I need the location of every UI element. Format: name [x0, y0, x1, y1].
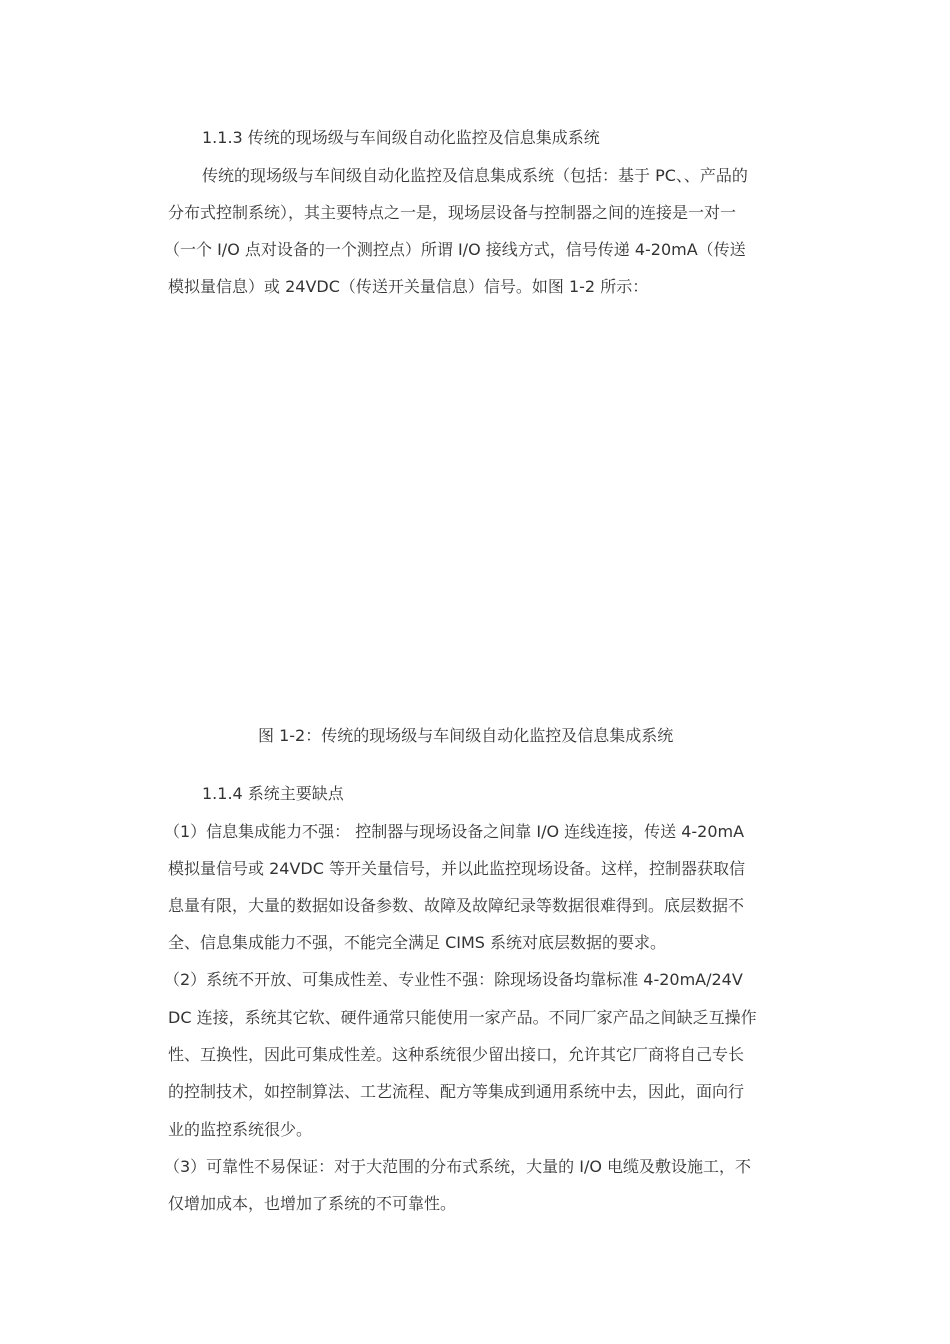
figure-placeholder: [168, 320, 782, 710]
list-item-line: 息量有限，大量的数据如设备参数、故障及故障纪录等数据很难得到。底层数据不: [168, 896, 745, 915]
figure-caption: 图 1-2：传统的现场级与车间级自动化监控及信息集成系统: [258, 726, 674, 745]
section-heading-1-1-3: 1.1.3 传统的现场级与车间级自动化监控及信息集成系统: [202, 128, 600, 147]
list-item-line: （1）信息集成能力不强： 控制器与现场设备之间靠 I/O 连线连接，传送 4-20mA: [164, 822, 745, 841]
list-item-line: （2）系统不开放、可集成性差、专业性不强：除现场设备均靠标准 4-20mA/24V: [164, 970, 743, 989]
paragraph-line: 传统的现场级与车间级自动化监控及信息集成系统（包括：基于 PC、、产品的: [202, 166, 748, 185]
paragraph-line: 模拟量信息）或 24VDC（传送开关量信息）信号。如图 1-2 所示：: [168, 277, 649, 296]
list-item-line: 性、互换性，因此可集成性差。这种系统很少留出接口，允许其它厂商将自己专长: [168, 1045, 745, 1064]
list-item-line: 的控制技术，如控制算法、工艺流程、配方等集成到通用系统中去，因此，面向行: [168, 1082, 745, 1101]
list-item-line: （3）可靠性不易保证：对于大范围的分布式系统，大量的 I/O 电缆及敷设施工，不: [164, 1157, 752, 1176]
paragraph-line: 分布式控制系统），其主要特点之一是，现场层设备与控制器之间的连接是一对一: [168, 203, 737, 222]
list-item-line: 仅增加成本，也增加了系统的不可靠性。: [168, 1194, 457, 1213]
paragraph-line: （一个 I/O 点对设备的一个测控点）所谓 I/O 接线方式，信号传递 4-20mA（传送: [164, 240, 746, 259]
list-item-line: 模拟量信号或 24VDC 等开关量信号，并以此监控现场设备。这样，控制器获取信: [168, 859, 745, 878]
list-item-line: 全、信息集成能力不强，不能完全满足 CIMS 系统对底层数据的要求。: [168, 933, 667, 952]
list-item-line: DC 连接，系统其它软、硬件通常只能使用一家产品。不同厂家产品之间缺乏互操作: [168, 1008, 757, 1027]
section-heading-1-1-4: 1.1.4 系统主要缺点: [202, 784, 344, 803]
list-item-line: 业的监控系统很少。: [168, 1120, 313, 1139]
